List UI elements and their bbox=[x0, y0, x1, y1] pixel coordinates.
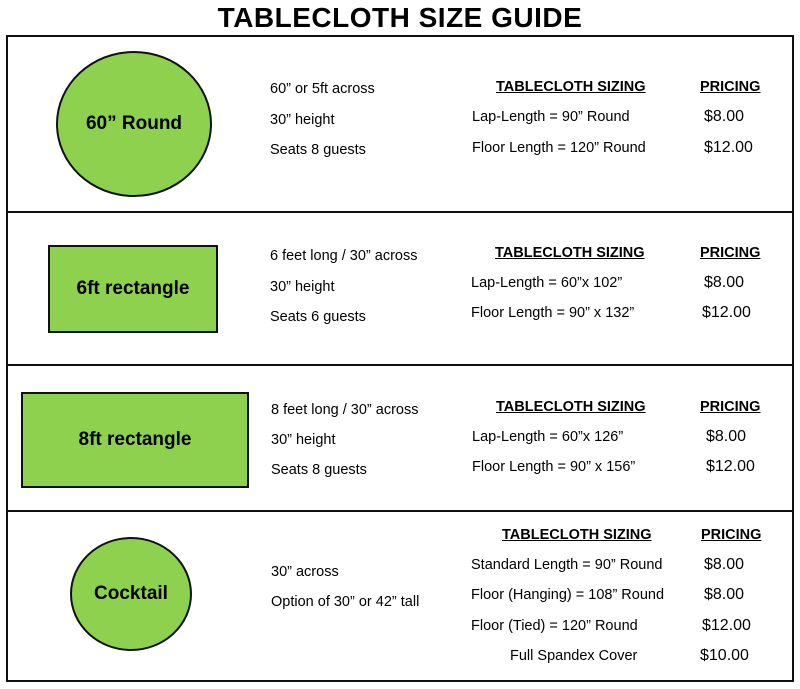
spec-line: 8 feet long / 30” across bbox=[271, 402, 419, 418]
sizing-header: TABLECLOTH SIZING bbox=[502, 527, 652, 543]
shape-label: 6ft rectangle bbox=[76, 278, 190, 299]
pricing-header: PRICING bbox=[700, 399, 761, 415]
section-8ft-rectangle bbox=[6, 364, 794, 512]
price-value: $8.00 bbox=[704, 586, 745, 603]
spec-line: Seats 6 guests bbox=[270, 309, 366, 325]
sizing-header: TABLECLOTH SIZING bbox=[495, 245, 645, 261]
price-value: $12.00 bbox=[702, 304, 751, 321]
spec-line: 30” height bbox=[270, 112, 335, 128]
page-title: TABLECLOTH SIZE GUIDE bbox=[217, 2, 583, 33]
sizing-row: Lap-Length = 60”x 126” bbox=[472, 429, 624, 445]
sizing-row: Full Spandex Cover bbox=[510, 648, 638, 664]
round-table-shape bbox=[56, 51, 212, 197]
sizing-row: Standard Length = 90” Round bbox=[471, 557, 663, 573]
sizing-row: Floor Length = 90” x 132” bbox=[471, 305, 635, 321]
pricing-header: PRICING bbox=[700, 79, 761, 95]
sizing-row: Lap-Length = 90” Round bbox=[472, 109, 630, 125]
sizing-header: TABLECLOTH SIZING bbox=[496, 79, 646, 95]
spec-line: 6 feet long / 30” across bbox=[270, 248, 418, 264]
sizing-row: Floor Length = 90” x 156” bbox=[472, 459, 636, 475]
sizing-header: TABLECLOTH SIZING bbox=[496, 399, 646, 415]
cocktail-table-shape bbox=[70, 537, 192, 651]
price-value: $12.00 bbox=[704, 139, 753, 156]
spec-line: 30” height bbox=[270, 279, 335, 295]
pricing-header: PRICING bbox=[701, 527, 762, 543]
spec-line: Option of 30” or 42” tall bbox=[271, 594, 420, 610]
pricing-header: PRICING bbox=[700, 245, 761, 261]
sizing-row: Floor Length = 120” Round bbox=[472, 140, 646, 156]
sizing-row: Lap-Length = 60”x 102” bbox=[471, 275, 623, 291]
price-value: $8.00 bbox=[706, 428, 747, 445]
rectangle-table-shape bbox=[48, 245, 218, 333]
section-cocktail bbox=[6, 510, 794, 682]
shape-label: Cocktail bbox=[94, 583, 168, 604]
price-value: $10.00 bbox=[700, 647, 749, 664]
rectangle-table-shape bbox=[21, 392, 249, 488]
section-6ft-rectangle bbox=[6, 211, 794, 366]
shape-label: 60” Round bbox=[85, 113, 183, 134]
spec-line: Seats 8 guests bbox=[270, 142, 366, 158]
section-60-round bbox=[6, 35, 794, 213]
sizing-row: Floor (Hanging) = 108” Round bbox=[471, 587, 665, 603]
price-value: $12.00 bbox=[706, 458, 755, 475]
spec-line: Seats 8 guests bbox=[271, 462, 367, 478]
spec-line: 30” across bbox=[271, 564, 339, 580]
spec-line: 60” or 5ft across bbox=[270, 81, 375, 97]
shape-label: 8ft rectangle bbox=[78, 429, 192, 450]
spec-line: 30” height bbox=[271, 432, 336, 448]
price-value: $8.00 bbox=[704, 556, 745, 573]
price-value: $8.00 bbox=[704, 108, 745, 125]
price-value: $12.00 bbox=[702, 617, 751, 634]
sizing-row: Floor (Tied) = 120” Round bbox=[471, 618, 638, 634]
price-value: $8.00 bbox=[704, 274, 745, 291]
